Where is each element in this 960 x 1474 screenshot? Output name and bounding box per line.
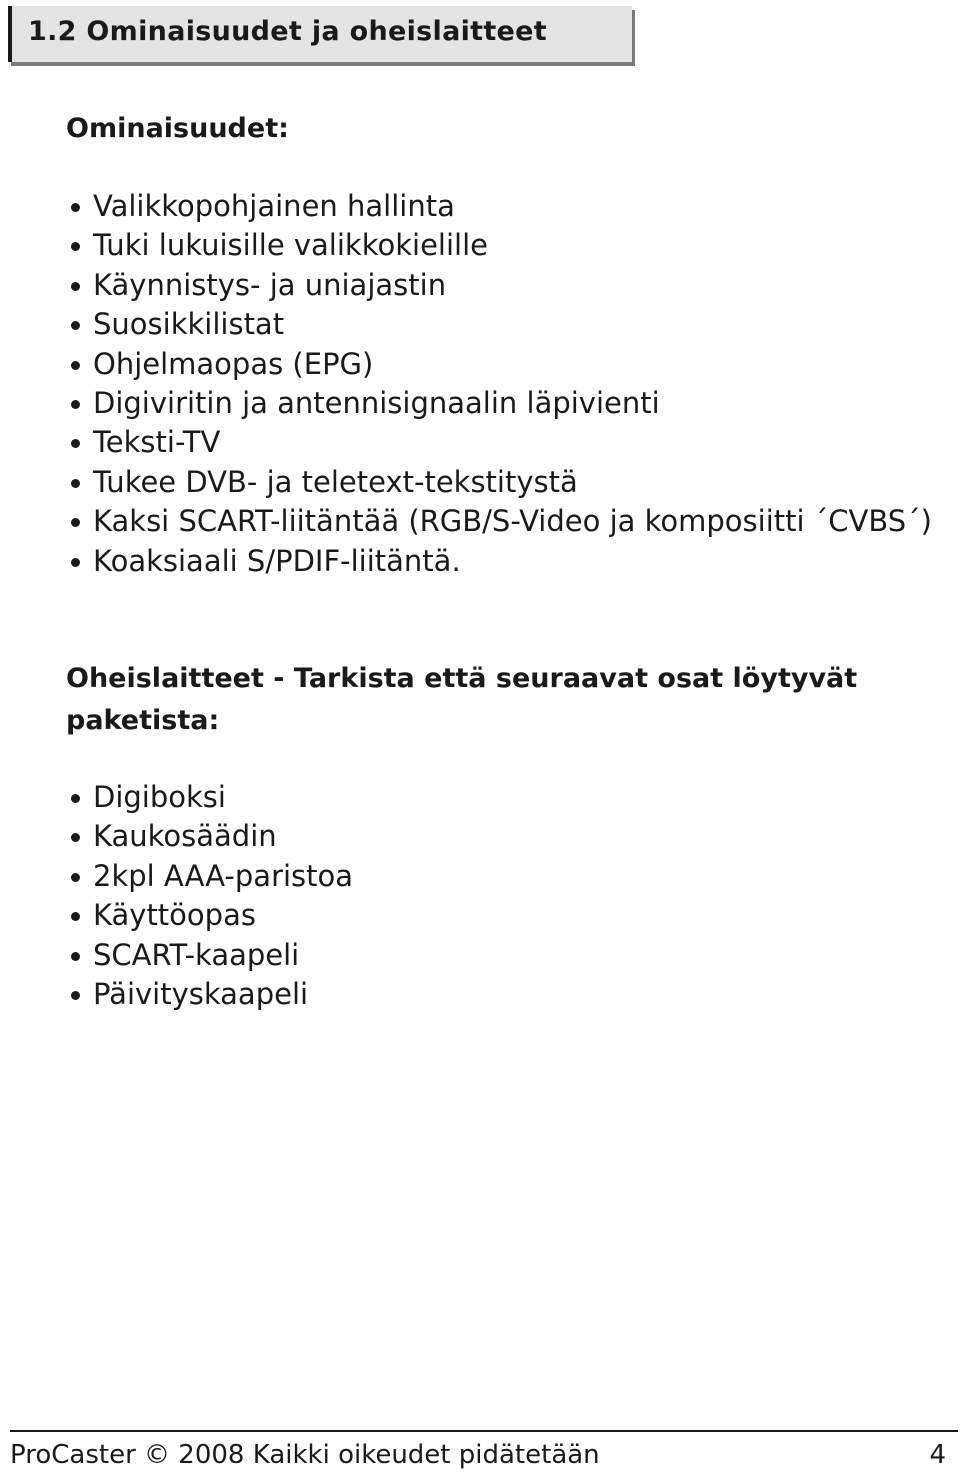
list-item-text: Käynnistys- ja uniajastin: [93, 267, 447, 302]
footer-copyright: ProCaster © 2008 Kaikki oikeudet pidätetään: [10, 1440, 600, 1470]
list-item-text: Suosikkilistat: [93, 307, 285, 342]
bullet-icon: [71, 873, 80, 882]
list-item: [66, 975, 353, 1014]
list-item-text: Ohjelmaopas (EPG): [93, 346, 374, 381]
bullet-icon: [71, 794, 80, 803]
list-item-text: Digiboksi: [93, 780, 226, 814]
accessories-list: [66, 778, 353, 1014]
section-header: [8, 6, 632, 62]
list-item: [66, 226, 932, 265]
list-item-text: Tukee DVB- ja teletext-tekstitystä: [93, 464, 578, 499]
list-item-text: Päivityskaapeli: [93, 976, 309, 1011]
bullet-icon: [71, 912, 80, 921]
bullet-icon: [71, 361, 80, 370]
list-item-text: SCART-kaapeli: [93, 937, 300, 972]
bullet-icon: [71, 203, 80, 212]
bullet-icon: [71, 558, 80, 567]
bullet-icon: [71, 400, 80, 409]
list-item: [66, 896, 353, 935]
list-item: [66, 463, 932, 502]
list-item: [66, 778, 353, 817]
bullet-icon: [71, 439, 80, 448]
footer-divider: [10, 1430, 958, 1432]
features-heading: Ominaisuudet:: [66, 113, 289, 144]
list-item-text: Kaukosäädin: [93, 819, 277, 854]
list-item-text: Digiviritin ja antennisignaalin läpivienti: [93, 385, 660, 420]
bullet-icon: [71, 479, 80, 488]
bullet-icon: [71, 991, 80, 1000]
list-item-text: 2kpl AAA-paristoa: [93, 858, 354, 893]
bullet-icon: [71, 282, 80, 291]
list-item: [66, 502, 932, 541]
list-item-text: Valikkopohjainen hallinta: [93, 189, 455, 223]
bullet-icon: [71, 952, 80, 961]
list-item-text: Teksti-TV: [93, 425, 221, 460]
bullet-icon: [71, 518, 80, 527]
accessories-heading: Oheislaitteet - Tarkista että seuraavat osat löytyvät paketista:: [66, 663, 858, 736]
list-item: [66, 345, 932, 384]
list-item: [66, 817, 353, 856]
list-item-text: Koaksiaali S/PDIF-liitäntä.: [93, 543, 461, 578]
features-list: [66, 187, 932, 581]
bullet-icon: [71, 242, 80, 251]
list-item-text: Tuki lukuisille valikkokielille: [93, 228, 488, 263]
list-item: [66, 542, 932, 581]
bullet-icon: [71, 833, 80, 842]
section-title: 1.2 Ominaisuudet ja oheislaitteet: [28, 16, 547, 47]
list-item: [66, 187, 932, 226]
list-item-text: Käyttöopas: [93, 898, 256, 933]
list-item-text: Kaksi SCART-liitäntää (RGB/S-Video ja komposiitti ´CVBS´): [93, 504, 932, 539]
list-item: [66, 423, 932, 462]
list-item: [66, 266, 932, 305]
list-item: [66, 305, 932, 344]
page-number: 4: [929, 1440, 946, 1470]
list-item: [66, 936, 353, 975]
list-item: [66, 857, 353, 896]
list-item: [66, 384, 932, 423]
bullet-icon: [71, 321, 80, 330]
